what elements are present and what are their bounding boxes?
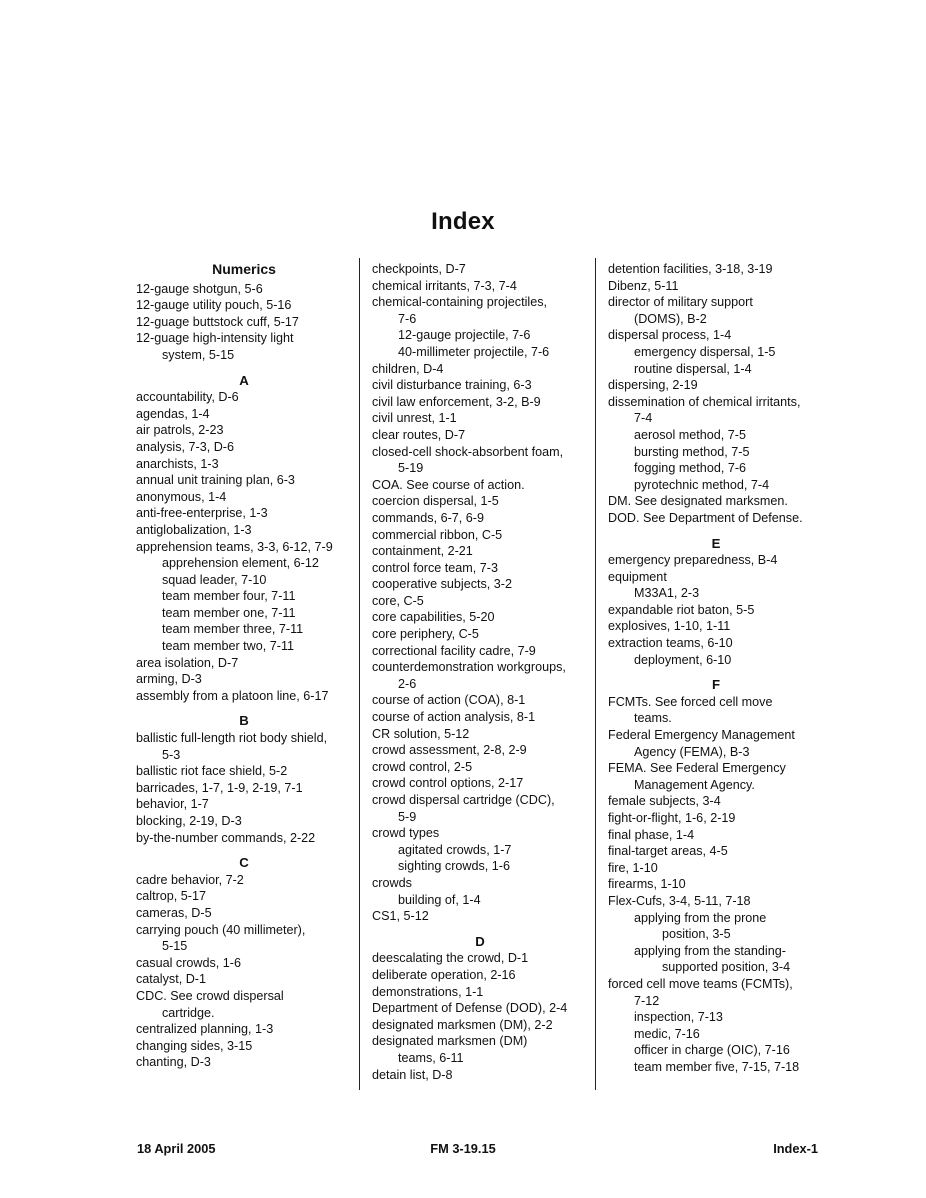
section-heading: C [239,855,249,871]
index-entry: crowd dispersal cartridge (CDC), [372,793,555,807]
section-gap [136,704,352,713]
index-entry: director of military support [608,295,753,310]
index-subentry: applying from the prone [634,910,767,925]
footer-doc-number: FM 3-19.15 [430,1141,496,1156]
index-subentry: 7-12 [634,993,660,1008]
index-column-1 [136,261,352,1071]
index-entry: children, D-4 [372,361,444,376]
index-entry: anonymous, 1-4 [136,489,227,504]
index-entry: closed-cell shock-absorbent foam, [372,444,564,459]
index-entry: explosives, 1-10, 1-11 [608,619,731,634]
index-entry: anti-free-enterprise, 1-3 [136,506,268,521]
index-entry: course of action (COA), 8-1 [372,693,526,708]
index-entry: civil law enforcement, 3-2, B-9 [372,394,541,409]
index-entry: ballistic riot face shield, 5-2 [136,764,288,779]
index-subentry: inspection, 7-13 [634,1010,723,1025]
index-subentry: team member one, 7-11 [162,605,296,620]
index-entry: by-the-number commands, 2-22 [136,830,316,845]
index-entry: 12-guage high-intensity light [136,331,294,346]
index-column-3 [608,261,824,1076]
index-entry: detention facilities, 3-18, 3-19 [608,262,773,276]
index-subentry: 40-millimeter projectile, 7-6 [398,344,550,359]
index-entry: core capabilities, 5-20 [372,610,495,625]
index-entry: designated marksmen (DM) [372,1034,528,1049]
index-entry: cadre behavior, 7-2 [136,872,244,887]
index-entry: emergency preparedness, B-4 [608,553,778,568]
index-entry: checkpoints, D-7 [372,262,466,276]
section-heading: E [711,535,721,551]
index-entry: chanting, D-3 [136,1055,211,1070]
index-entry: dispersing, 2-19 [608,378,698,393]
index-entry: commercial ribbon, C-5 [372,527,503,542]
index-entry: antiglobalization, 1-3 [136,522,252,537]
index-entry: DM. See designated marksmen. [608,494,788,509]
index-entry: counterdemonstration workgroups, [372,660,566,675]
index-subentry: supported position, 3-4 [662,960,791,975]
index-entry: coercion dispersal, 1-5 [372,494,499,509]
index-entry: core periphery, C-5 [372,627,479,642]
index-entry: fire, 1-10 [608,860,658,875]
index-entry: fight-or-flight, 1-6, 2-19 [608,811,736,825]
index-entry: firearms, 1-10 [608,877,686,892]
index-subentry: deployment, 6-10 [634,652,732,667]
index-entry: behavior, 1-7 [136,797,209,812]
index-entry: Dibenz, 5-11 [608,278,679,293]
index-entry: detain list, D-8 [372,1067,453,1082]
index-subentry: emergency dispersal, 1-5 [634,344,776,359]
index-entry: assembly from a platoon line, 6-17 [136,688,329,703]
section-heading: A [239,372,249,388]
index-entry: crowds [372,875,412,890]
index-entry: barricades, 1-7, 1-9, 2-19, 7-1 [136,780,303,795]
index-subentry: fogging method, 7-6 [634,461,747,476]
index-entry: final phase, 1-4 [608,827,695,842]
index-entry: dissemination of chemical irritants, [608,394,801,409]
index-entry: CR solution, 5-12 [372,726,470,741]
index-entry: crowd control, 2-5 [372,759,473,774]
index-entry: commands, 6-7, 6-9 [372,510,484,525]
section-heading: D [475,933,485,949]
index-entry: 12-guage buttstock cuff, 5-17 [136,314,299,329]
index-entry: cameras, D-5 [136,905,212,920]
index-entry: civil disturbance training, 6-3 [372,378,532,393]
index-entry: catalyst, D-1 [136,972,206,987]
index-entry: extraction teams, 6-10 [608,636,733,651]
page-title: Index [431,208,495,235]
index-entry: Federal Emergency Management [608,728,795,743]
section-gap [608,668,824,677]
index-subentry: 12-gauge projectile, 7-6 [398,328,531,343]
index-subentry: Agency (FEMA), B-3 [634,744,750,759]
index-entry: analysis, 7-3, D-6 [136,439,234,454]
index-entry: centralized planning, 1-3 [136,1022,274,1037]
index-entry: FCMTs. See forced cell move [608,694,773,709]
index-entry: agendas, 1-4 [136,406,210,421]
index-entry: annual unit training plan, 6-3 [136,473,295,488]
index-entry: ballistic full-length riot body shield, [136,731,328,746]
index-subentry: teams, 6-11 [398,1050,464,1065]
index-subentry: team member three, 7-11 [162,622,304,637]
footer-page-number: Index-1 [773,1141,818,1156]
index-entry: designated marksmen (DM), 2-2 [372,1017,553,1032]
index-entry: control force team, 7-3 [372,560,498,575]
index-entry: anarchists, 1-3 [136,456,219,471]
index-subentry: medic, 7-16 [634,1026,700,1041]
index-entry: female subjects, 3-4 [608,794,721,809]
footer-date: 18 April 2005 [137,1141,216,1156]
index-subentry: team member four, 7-11 [162,589,296,604]
index-subentry: applying from the standing- [634,943,786,958]
index-entry: Department of Defense (DOD), 2-4 [372,1001,568,1016]
index-subentry: 5-9 [398,809,417,824]
section-gap [372,925,588,934]
index-subentry: Management Agency. [634,777,755,792]
index-subentry: teams. [634,711,672,726]
index-subentry: bursting method, 7-5 [634,444,750,459]
column-divider [595,258,596,1090]
index-entry: accountability, D-6 [136,390,239,405]
index-subentry: system, 5-15 [162,347,235,362]
index-subentry: 7-4 [634,411,653,426]
index-entry: 12-gauge utility pouch, 5-16 [136,298,292,313]
index-entry: chemical-containing projectiles, [372,295,547,310]
index-subentry: pyrotechnic method, 7-4 [634,477,770,492]
index-subentry: agitated crowds, 1-7 [398,842,512,857]
index-entry: CS1, 5-12 [372,909,429,924]
index-entry: correctional facility cadre, 7-9 [372,643,536,658]
index-entry: crowd control options, 2-17 [372,776,524,791]
index-entry: core, C-5 [372,593,424,608]
index-entry: CDC. See crowd dispersal [136,988,284,1003]
index-entry: apprehension teams, 3-3, 6-12, 7-9 [136,539,333,554]
index-column-2 [372,261,588,1083]
index-entry: expandable riot baton, 5-5 [608,602,755,617]
index-subentry: sighting crowds, 1-6 [398,859,510,874]
index-subentry: 5-15 [162,939,188,954]
index-subentry: 5-3 [162,747,181,762]
index-entry: blocking, 2-19, D-3 [136,814,242,828]
index-entry: caltrop, 5-17 [136,889,207,904]
index-entry: DOD. See Department of Defense. [608,510,803,525]
index-subentry: apprehension element, 6-12 [162,556,319,571]
index-entry: COA. See course of action. [372,477,525,492]
index-entry: FEMA. See Federal Emergency [608,761,786,776]
index-entry: area isolation, D-7 [136,655,239,670]
index-entry: civil unrest, 1-1 [372,411,457,426]
index-entry: crowd types [372,826,440,841]
index-entry: clear routes, D-7 [372,427,466,442]
index-entry: deliberate operation, 2-16 [372,967,516,982]
index-entry: arming, D-3 [136,672,202,687]
section-heading: Numerics [212,261,276,277]
index-subentry: position, 3-5 [662,927,731,942]
index-entry: Flex-Cufs, 3-4, 5-11, 7-18 [608,893,751,908]
section-gap [608,527,824,536]
index-subentry: team member two, 7-11 [162,639,295,654]
index-entry: carrying pouch (40 millimeter), [136,922,306,937]
index-entry: final-target areas, 4-5 [608,844,728,859]
index-subentry: building of, 1-4 [398,892,481,907]
index-entry: crowd assessment, 2-8, 2-9 [372,743,527,758]
index-entry: air patrols, 2-23 [136,423,224,438]
index-subentry: 5-19 [398,461,424,476]
index-entry: cooperative subjects, 3-2 [372,577,513,592]
index-entry: course of action analysis, 8-1 [372,710,536,725]
index-entry: 12-gauge shotgun, 5-6 [136,281,263,296]
index-entry: forced cell move teams (FCMTs), [608,976,793,991]
index-subentry: (DOMS), B-2 [634,311,707,326]
index-subentry: 2-6 [398,676,417,691]
index-subentry: cartridge. [162,1005,215,1020]
index-subentry: officer in charge (OIC), 7-16 [634,1043,790,1058]
index-entry: changing sides, 3-15 [136,1038,253,1053]
index-subentry: routine dispersal, 1-4 [634,361,752,376]
index-entry: dispersal process, 1-4 [608,328,732,343]
index-entry: equipment [608,569,667,584]
index-subentry: M33A1, 2-3 [634,586,700,601]
index-subentry: 7-6 [398,311,417,326]
section-heading: F [711,677,721,693]
index-entry: deescalating the crowd, D-1 [372,951,529,966]
section-gap [136,846,352,855]
section-heading: B [239,713,249,729]
column-divider [359,258,360,1090]
index-subentry: aerosol method, 7-5 [634,427,747,442]
index-entry: demonstrations, 1-1 [372,984,484,999]
index-subentry: squad leader, 7-10 [162,572,267,587]
index-entry: casual crowds, 1-6 [136,955,241,970]
index-entry: chemical irritants, 7-3, 7-4 [372,278,517,293]
section-gap [136,364,352,373]
index-subentry: team member five, 7-15, 7-18 [634,1059,800,1074]
index-entry: containment, 2-21 [372,544,473,559]
